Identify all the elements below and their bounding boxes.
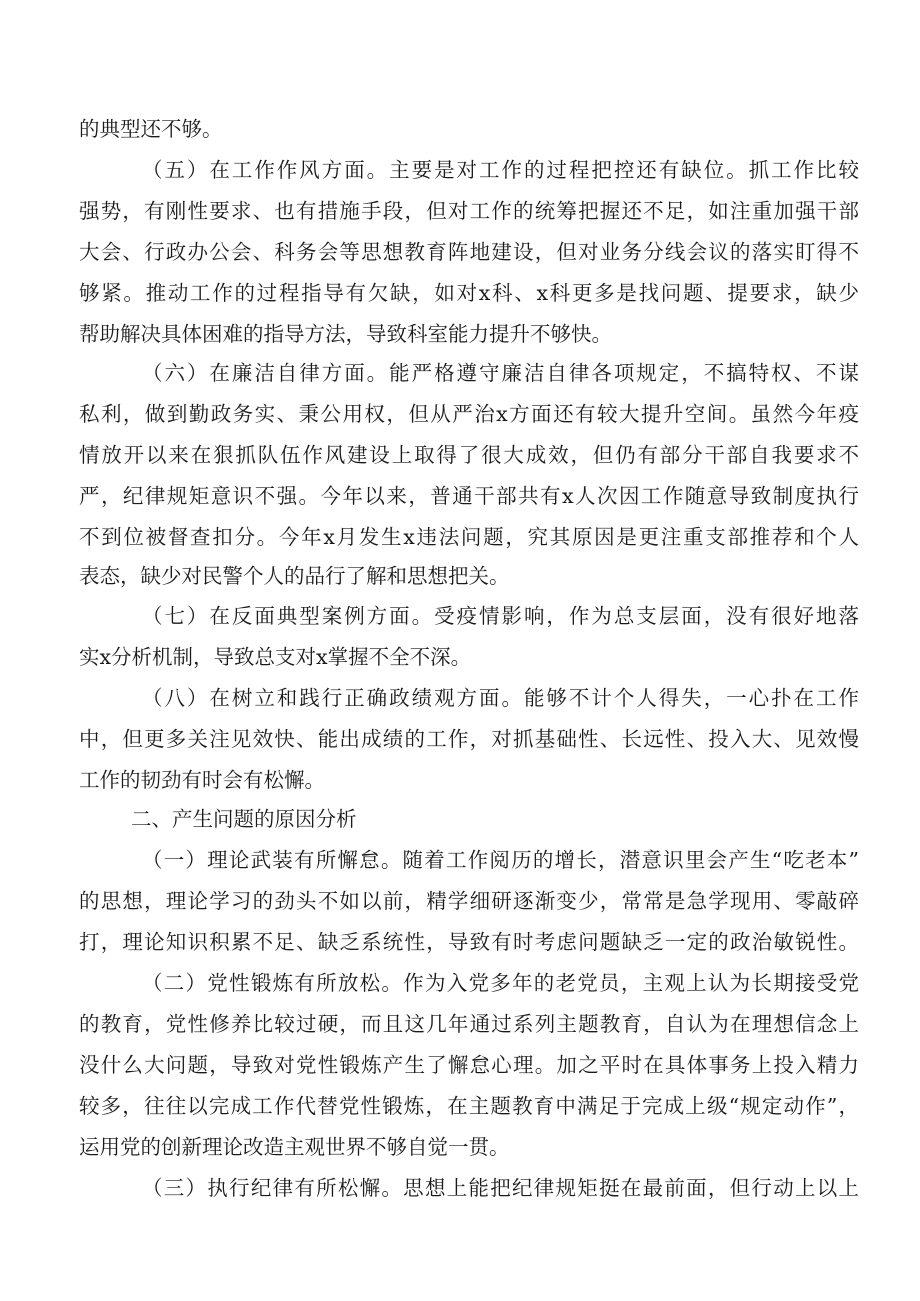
paragraph-7-line-4: 运用党的创新理论改造主观世界不够自觉一贯。 bbox=[79, 1135, 510, 1159]
paragraph-7-line-1: 的教育，党性修养比较过硬，而且这几年通过系列主题教育，自认为在理想信念上 bbox=[79, 1012, 859, 1036]
paragraph-4-line-0: （八）在树立和践行正确政绩观方面。能够不计个人得失，一心扑在工作 bbox=[142, 686, 859, 710]
paragraph-7-line-3: 较多，往往以完成工作代替党性锻炼，在主题教育中满足于完成上级“规定动作”， bbox=[79, 1094, 859, 1118]
paragraph-3-line-0: （七）在反面典型案例方面。受疫情影响，作为总支层面，没有很好地落 bbox=[142, 604, 859, 628]
paragraph-4-line-1: 中，但更多关注见效快、能出成绩的工作，对抓基础性、长远性、投入大、见效慢 bbox=[79, 727, 859, 751]
paragraph-2-line-2: 情放开以来在狠抓队伍作风建设上取得了很大成效，但仍有部分干部自我要求不 bbox=[79, 443, 859, 467]
paragraph-1-line-2: 大会、行政办公会、科务会等思想教育阵地建设，但对业务分线会议的落实盯得不 bbox=[79, 240, 859, 264]
paragraph-2-line-0: （六）在廉洁自律方面。能严格遵守廉洁自律各项规定，不搞特权、不谋 bbox=[142, 361, 859, 385]
paragraph-2-line-4: 不到位被督查扣分。今年x月发生x违法问题，究其原因是更注重支部推荐和个人 bbox=[79, 525, 859, 549]
paragraph-6-line-0: （一）理论武装有所懈怠。随着工作阅历的增长，潜意识里会产生“吃老本” bbox=[142, 848, 859, 872]
paragraph-8-line-0: （三）执行纪律有所松懈。思想上能把纪律规矩挺在最前面，但行动上以上 bbox=[142, 1176, 859, 1200]
paragraph-4-line-2: 工作的韧劲有时会有松懈。 bbox=[79, 768, 325, 792]
paragraph-1-line-3: 够紧。推动工作的过程指导有欠缺，如对x科、x科更多是找问题、提要求，缺少 bbox=[79, 281, 859, 305]
paragraph-6-line-1: 的思想，理论学习的劲头不如以前，精学细研逐渐变少，常常是急学现用、零敲碎 bbox=[79, 889, 859, 913]
paragraph-0-line-0: 的典型还不够。 bbox=[79, 117, 223, 141]
paragraph-3-line-1: 实x分析机制，导致总支对x掌握不全不深。 bbox=[79, 645, 472, 669]
paragraph-1-line-4: 帮助解决具体困难的指导方法，导致科室能力提升不够快。 bbox=[79, 322, 612, 346]
section-heading: 二、产生问题的原因分析 bbox=[131, 807, 357, 831]
paragraph-2-line-5: 表态，缺少对民警个人的品行了解和思想把关。 bbox=[79, 564, 510, 588]
paragraph-1-line-0: （五）在工作作风方面。主要是对工作的过程把控还有缺位。抓工作比较 bbox=[142, 158, 859, 182]
paragraph-6-line-2: 打，理论知识积累不足、缺乏系统性，导致有时考虑问题缺乏一定的政治敏锐性。 bbox=[79, 930, 859, 954]
paragraph-2-line-1: 私利，做到勤政务实、秉公用权，但从严治x方面还有较大提升空间。虽然今年疫 bbox=[79, 402, 859, 426]
paragraph-1-line-1: 强势，有刚性要求、也有措施手段，但对工作的统筹把握还不足，如注重加强干部 bbox=[79, 199, 859, 223]
paragraph-2-line-3: 严，纪律规矩意识不强。今年以来，普通干部共有x人次因工作随意导致制度执行 bbox=[79, 484, 859, 508]
paragraph-7-line-2: 没什么大问题，导致对党性锻炼产生了懈怠心理。加之平时在具体事务上投入精力 bbox=[79, 1053, 859, 1077]
paragraph-7-line-0: （二）党性锻炼有所放松。作为入党多年的老党员，主观上认为长期接受党 bbox=[142, 971, 859, 995]
